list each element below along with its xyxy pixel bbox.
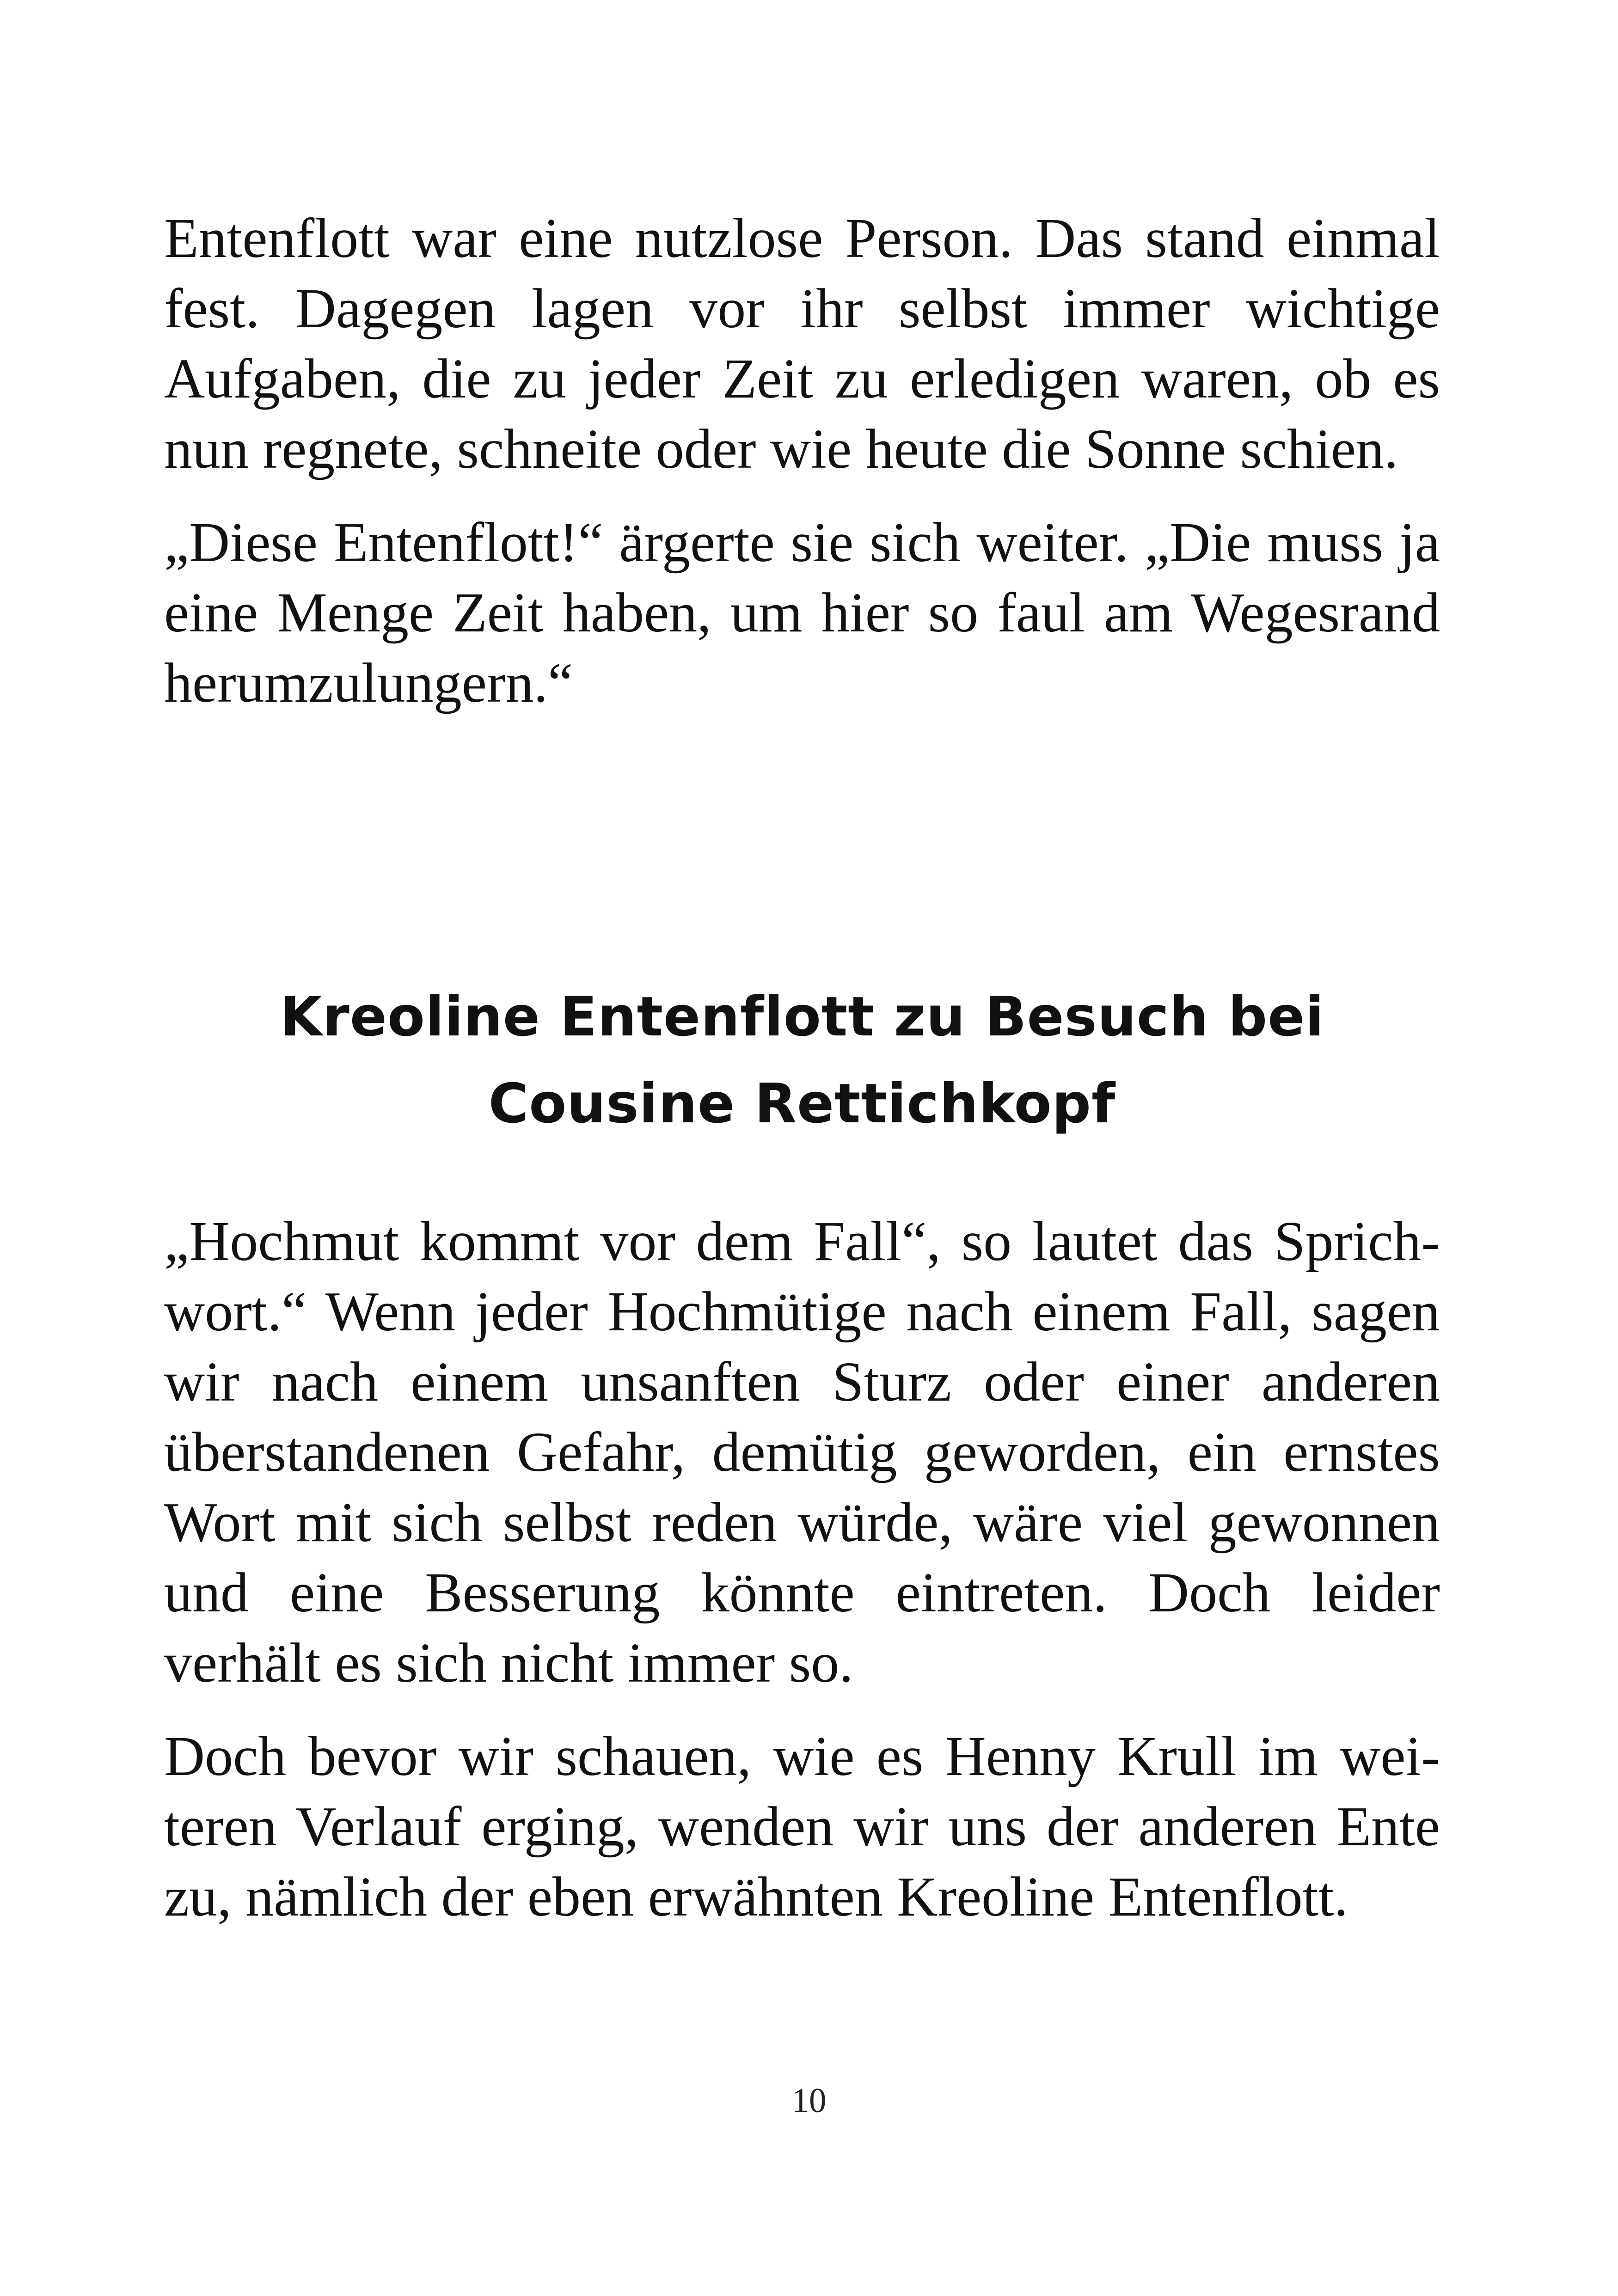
text-block-bottom <box>164 1206 1440 1955</box>
paragraph: Entenflott war eine nutzlose Person. Das stand einmal fest. Dagegen lagen vor ihr selbst immer wichtige Aufgaben, die zu jeder Zeit zu erledigen waren, ob es nun regnete, schneite oder wie heute die Sonne schien. <box>164 207 1440 480</box>
page-number: 10 <box>791 2082 827 2120</box>
text-block-top <box>164 203 1440 741</box>
chapter-heading: Kreoline Entenflott zu Besuch bei Cousine Rettichkopf <box>280 985 1324 1135</box>
paragraph: Doch bevor wir schauen, wie es Henny Krull im weiteren Verlauf erging, wenden wir uns der anderen Ente zu, nämlich der eben erwähnten Kreoline Entenflott. <box>164 1725 1440 1928</box>
paragraph: „Hochmut kommt vor dem Fall“, so lautet das Sprichwort.“ Wenn jeder Hochmütige nach einem Fall, sagen wir nach einem unsanften Sturz oder einer anderen überstandenen Gefahr, demütig geworden, ein ernstes Wort mit sich selbst reden würde, wäre viel gewonnen und eine Besserung könnte eintreten. Doch leider verhält es sich nicht immer so. <box>164 1210 1440 1694</box>
paragraph: „Diese Entenflott!“ ärgerte sie sich weiter. „Die muss ja eine Menge Zeit haben, um hier so faul am Wegesrand herumzulungern.“ <box>164 511 1440 714</box>
